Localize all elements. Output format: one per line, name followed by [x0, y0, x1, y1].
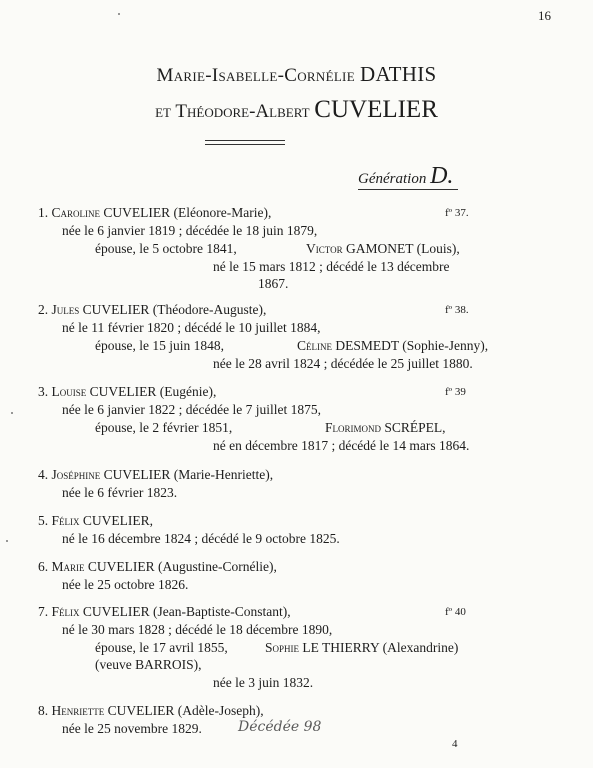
- entry-3-birth: née le 6 janvier 1822 ; décédée le 7 juillet 1875,: [62, 402, 322, 417]
- generation-label: Génération: [358, 171, 427, 187]
- entry-7-name-line: [38, 604, 291, 620]
- title-line-2: [0, 96, 593, 124]
- entry-4-birth: née le 6 février 1823.: [62, 485, 178, 500]
- entry-surname: CUVELIER: [107, 703, 175, 718]
- entry-2-folio: fº 38.: [445, 304, 469, 316]
- spouse-name: SCRÉPEL,: [384, 420, 446, 435]
- title-line-2-name: CUVELIER: [314, 96, 438, 123]
- spouse-first-name: Sophie: [265, 640, 300, 655]
- title-rule: [205, 140, 285, 141]
- entry-surname: CUVELIER: [87, 559, 155, 574]
- entry-given-names: (Eléonore-Marie),: [173, 205, 272, 220]
- handwritten-annotation: Décédée 98: [238, 719, 322, 735]
- entry-number: 1.: [38, 205, 49, 220]
- entry-1-folio: fº 37.: [445, 207, 469, 219]
- entry-given-names: (Adèle-Joseph),: [177, 703, 264, 718]
- generation-underline: [358, 189, 458, 190]
- entry-given-names: (Jean-Baptiste-Constant),: [153, 604, 291, 619]
- entry-2-marriage: épouse, le 15 juin 1848,: [95, 338, 224, 353]
- scan-speck: [11, 412, 13, 414]
- entry-first-name: Louise: [51, 384, 87, 399]
- title-rule-second: [205, 144, 285, 145]
- entry-2-birth: né le 11 février 1820 ; décédé le 10 juillet 1884,: [62, 320, 321, 335]
- entry-given-names: (Marie-Henriette),: [173, 467, 274, 482]
- entry-8-birth: née le 25 novembre 1829.: [62, 721, 202, 736]
- entry-3-spouse: [325, 420, 446, 436]
- entry-number: 8.: [38, 703, 49, 718]
- entry-2-name-line: [38, 302, 266, 318]
- spouse-first-name: Florimond: [325, 420, 382, 435]
- entry-first-name: Henriette: [51, 703, 105, 718]
- scan-speck: [6, 540, 8, 542]
- entry-3-marriage: épouse, le 2 février 1851,: [95, 420, 233, 435]
- entry-7-marriage: épouse, le 17 avril 1855,: [95, 640, 228, 655]
- entry-number: 3.: [38, 384, 49, 399]
- entry-7-spouse-info: née le 3 juin 1832.: [213, 675, 314, 690]
- entry-7-spouse-note: (veuve BARROIS),: [95, 657, 202, 672]
- entry-5-birth: né le 16 décembre 1824 ; décédé le 9 octobre 1825.: [62, 531, 340, 546]
- entry-given-names: (Eugénie),: [159, 384, 217, 399]
- entry-given-names: (Théodore-Auguste),: [152, 302, 267, 317]
- title-line-1-name: DATHIS: [360, 62, 437, 86]
- spouse-name: GAMONET (Louis),: [345, 241, 460, 256]
- page-number: 16: [538, 8, 551, 23]
- entry-2-spouse: [297, 338, 488, 354]
- spouse-name: DESMEDT (Sophie-Jenny),: [335, 338, 489, 353]
- entry-1-spouse-info: né le 15 mars 1812 ; décédé le 13 décembre: [213, 259, 450, 274]
- spouse-name: LE THIERRY (Alexandrine): [302, 640, 459, 655]
- entry-first-name: Joséphine: [51, 467, 101, 482]
- entry-number: 2.: [38, 302, 49, 317]
- entry-given-names: (Augustine-Cornélie),: [158, 559, 277, 574]
- entry-first-name: Caroline: [51, 205, 100, 220]
- entry-number: 5.: [38, 513, 49, 528]
- entry-1-birth: née le 6 janvier 1819 ; décédée le 18 juin 1879,: [62, 223, 318, 238]
- title-line-1-prefix: Marie-Isabelle-Cornélie: [156, 65, 355, 86]
- entry-5-name-line: [38, 513, 153, 529]
- entry-6-birth: née le 25 octobre 1826.: [62, 577, 189, 592]
- entry-7-folio: fº 40: [445, 606, 466, 618]
- entry-surname: CUVELIER: [103, 467, 171, 482]
- entry-number: 6.: [38, 559, 49, 574]
- entry-1-spouse-info-cont: 1867.: [258, 276, 289, 291]
- spouse-first-name: Victor: [306, 241, 343, 256]
- entry-first-name: Jules: [51, 302, 80, 317]
- entry-3-folio: fº 39: [445, 386, 466, 398]
- scan-speck: [118, 13, 120, 15]
- generation-heading: [358, 163, 453, 190]
- entry-8-name-line: [38, 703, 264, 719]
- entry-3-spouse-info: né en décembre 1817 ; décédé le 14 mars 1864.: [213, 438, 470, 453]
- entry-2-spouse-info: née le 28 avril 1824 ; décédée le 25 juillet 1880.: [213, 356, 473, 371]
- entry-1-marriage: épouse, le 5 octobre 1841,: [95, 241, 237, 256]
- entry-number: 4.: [38, 467, 49, 482]
- entry-first-name: Marie: [51, 559, 85, 574]
- title-line-1: [0, 62, 593, 87]
- entry-1-spouse: [306, 241, 460, 257]
- entry-surname: CUVELIER,: [82, 513, 153, 528]
- entry-surname: CUVELIER: [89, 384, 157, 399]
- spouse-first-name: Céline: [297, 338, 332, 353]
- entry-surname: CUVELIER: [103, 205, 171, 220]
- entry-7-spouse: [265, 640, 458, 656]
- entry-first-name: Félix: [51, 604, 80, 619]
- entry-surname: CUVELIER: [82, 302, 150, 317]
- entry-3-name-line: [38, 384, 216, 400]
- generation-letter: D.: [430, 163, 454, 189]
- entry-number: 7.: [38, 604, 49, 619]
- entry-surname: CUVELIER: [82, 604, 150, 619]
- entry-7-birth: né le 30 mars 1828 ; décédé le 18 décembre 1890,: [62, 622, 333, 637]
- entry-6-name-line: [38, 559, 277, 575]
- entry-first-name: Félix: [51, 513, 80, 528]
- footer-mark: 4: [452, 738, 458, 750]
- entry-1-name-line: [38, 205, 271, 221]
- title-line-2-prefix: et Théodore-Albert: [155, 101, 310, 122]
- entry-4-name-line: [38, 467, 273, 483]
